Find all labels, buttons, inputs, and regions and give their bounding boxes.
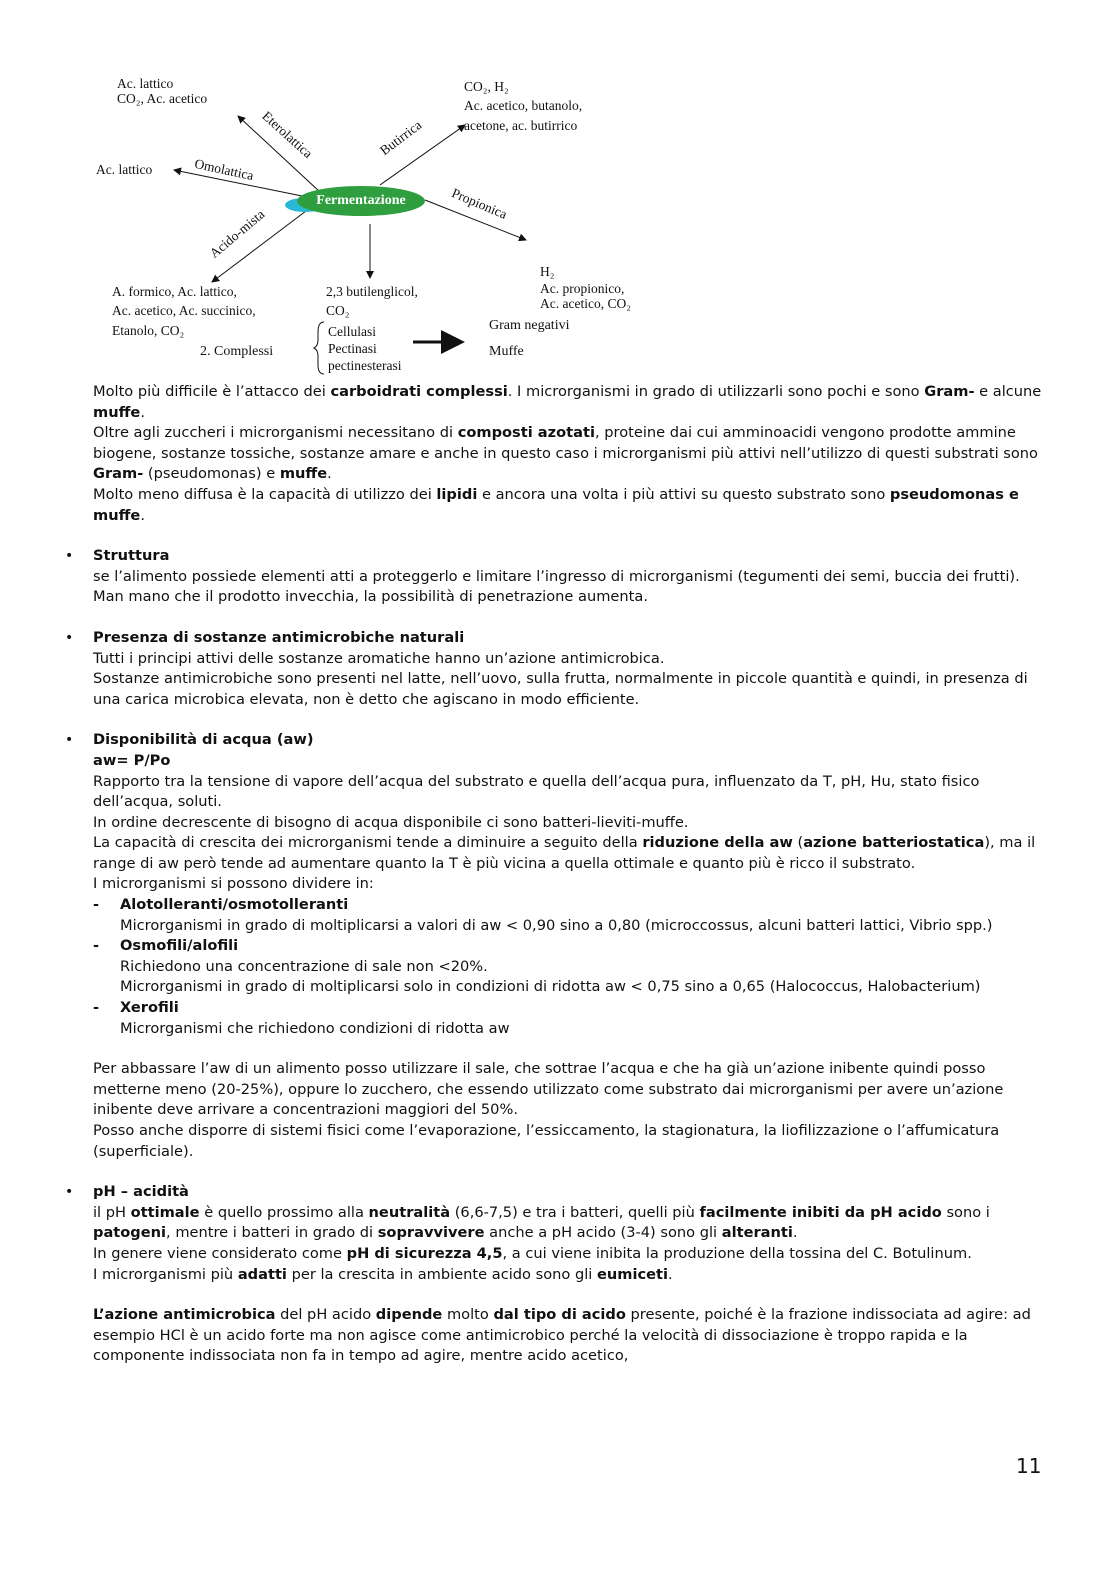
bold-run: patogeni (93, 1224, 167, 1242)
bullet: • (65, 1184, 74, 1201)
section-struttura (65, 546, 1043, 608)
product-propionica-3: Ac. acetico, CO₂ (540, 296, 631, 311)
bullet: • (65, 548, 74, 565)
paragraph (93, 1203, 1043, 1244)
bold-run: ottimale (130, 1203, 200, 1221)
text-run: In genere viene considerato come (93, 1244, 347, 1262)
paragraph (93, 1244, 1043, 1265)
arrow-label-acido-mista: Acido-mista (206, 206, 268, 261)
complessi-brace (314, 322, 324, 374)
text-run: ), ma il range di aw però tende ad aumentare quanto la T è più vicina a quella ottimale e quanto più è ricco il substrato. (93, 834, 1036, 872)
bold-run: sopravvivere (377, 1224, 485, 1242)
arrow-label-omolattica: Omolattica (193, 155, 255, 184)
bold-run: riduzione della aw (642, 834, 793, 852)
bold-run: neutralità (368, 1203, 451, 1221)
type-osmofili (93, 936, 1043, 998)
type-line: Microrganismi in grado di moltiplicarsi a valori di aw < 0,90 sino a 0,80 (microccossus, alcuni batteri lattici, Vibrio spp.) (120, 916, 993, 934)
paragraph: I microrganismi si possono dividere in: (93, 875, 374, 893)
product-propionica-1: H₂ (540, 264, 555, 279)
text-run: . (140, 403, 145, 421)
arrow-label-butirrica: Butirrica (377, 117, 425, 159)
text-run: La capacità di crescita dei microrganismi tende a diminuire a seguito della (93, 834, 643, 852)
text-run: (6,6-7,5) e tra i batteri, quelli più (450, 1203, 700, 1221)
type-alotolleranti (93, 895, 1043, 936)
type-line: Microrganismi in grado di moltiplicarsi solo in condizioni di ridotta aw < 0,75 sino a 0,65 (Halococcus, Halobacterium) (120, 978, 981, 996)
bold-run: dipende (375, 1306, 443, 1324)
text-run: molto (442, 1306, 494, 1324)
text-run: , a cui viene inibita la produzione della tossina del C. Botulinum. (502, 1244, 972, 1262)
type-xerofili (93, 998, 1043, 1039)
type-name: Xerofili (120, 999, 179, 1017)
product-butirrica-3: acetone, ac. butirrico (464, 118, 578, 133)
product-mista-3: Etanolo, CO₂ (112, 323, 185, 338)
arrow-label-eterolattica: Eterolattica (259, 108, 316, 162)
paragraph (93, 833, 1043, 874)
enzyme-cellulasi: Cellulasi (328, 324, 376, 339)
product-eterolattica-2: CO₂, Ac. acetico (117, 91, 208, 106)
section-ph (65, 1182, 1043, 1367)
bold-run: Gram- (93, 465, 144, 483)
intro-paragraph-1 (93, 382, 1043, 423)
type-line: Richiedono una concentrazione di sale non <20%. (120, 957, 488, 975)
product-mista-1: A. formico, Ac. lattico, (112, 284, 237, 299)
enzyme-pectinesterasi: pectinesterasi (328, 358, 402, 373)
text-run: I microrganismi più (93, 1265, 238, 1283)
bullet: • (65, 629, 74, 646)
text-run: . (327, 465, 332, 483)
text-run: . (140, 506, 145, 524)
section-title: Disponibilità di acqua (aw) (93, 731, 314, 749)
bold-run: alteranti (721, 1224, 793, 1242)
section-title: pH – acidità (93, 1183, 189, 1201)
bold-run: L’azione antimicrobica (93, 1306, 276, 1324)
bold-run: adatti (237, 1265, 287, 1283)
intro-paragraph-3 (93, 485, 1043, 526)
text-run: . I microrganismi in grado di utilizzarli sono pochi e sono (507, 383, 925, 400)
bold-run: Gram- (924, 383, 975, 400)
product-butirrica-2: Ac. acetico, butanolo, (464, 98, 583, 113)
page-content (65, 382, 1043, 1367)
product-propionica-2: Ac. propionico, (540, 281, 625, 296)
dash-marker: - (93, 937, 100, 955)
paragraph: Sostanze antimicrobiche sono presenti nel latte, nell’uovo, sulla frutta, normalmente in piccole quantità e quindi, in presenza di una carica microbica elevata, non è detto che agiscano in modo efficiente. (93, 670, 1028, 708)
paragraph: In ordine decrescente di bisogno di acqua disponibile ci sono batteri-lieviti-muffe. (93, 813, 689, 831)
enzyme-pectinasi: Pectinasi (328, 341, 377, 356)
dash-marker: - (93, 999, 100, 1017)
bullet: • (65, 732, 74, 749)
bold-run: composti azotati (457, 424, 595, 442)
text-run: il pH (93, 1203, 131, 1221)
paragraph: Tutti i principi attivi delle sostanze aromatiche hanno un’azione antimicrobica. (93, 649, 665, 667)
dash-marker: - (93, 896, 100, 914)
product-eterolattica-1: Ac. lattico (117, 76, 174, 91)
target-muffe: Muffe (489, 344, 524, 359)
fermentation-diagram (80, 60, 680, 380)
paragraph: se l’alimento possiede elementi atti a proteggerlo e limitare l’ingresso di microrganismi (tegumenti dei semi, buccia dei frutti). (93, 567, 1020, 585)
type-name: Osmofili/alofili (120, 937, 239, 955)
text-run: , mentre i batteri in grado di (166, 1224, 378, 1242)
type-name: Alotolleranti/osmotolleranti (120, 896, 349, 914)
page-number: 11 (1016, 1454, 1042, 1478)
text-run: ( (792, 834, 804, 852)
fermentation-node: Fermentazione (297, 186, 425, 216)
bold-run: pH di sicurezza 4,5 (346, 1244, 503, 1262)
product-mista-2: Ac. acetico, Ac. succinico, (112, 303, 256, 318)
product-omolattica: Ac. lattico (96, 162, 153, 177)
target-gram-negativi: Gram negativi (489, 318, 570, 333)
product-butilen-1: 2,3 butilenglicol, (326, 284, 418, 299)
bold-run: lipidi (436, 485, 478, 503)
text-run: Oltre agli zuccheri i microrganismi necessitano di (93, 424, 458, 442)
paragraph (93, 1265, 1043, 1286)
intro-section (93, 382, 1043, 526)
product-butilen-2: CO₂ (326, 303, 350, 318)
bold-run: eumiceti (596, 1265, 668, 1283)
aw-formula: aw= P/Po (93, 751, 171, 769)
text-run: presente, poiché è la frazione indissociata ad agire: ad esempio HCl è un acido forte ma non agisce come antimicrobico perché la velocità di dissociazione è troppo rapida e la componente indissociata non fa in tempo ad agire, mentre acido acetico, (93, 1306, 1031, 1365)
spacer (93, 1039, 1043, 1059)
text-run: Molto meno diffusa è la capacità di utilizzo dei (93, 485, 437, 503)
arrow-label-propionica: Propionica (449, 185, 510, 222)
product-butirrica-1: CO₂, H₂ (464, 79, 509, 94)
text-run: è quello prossimo alla (199, 1203, 369, 1221)
paragraph: Per abbassare l’aw di un alimento posso utilizzare il sale, che sottrae l’acqua e che ha già un’azione inibente quindi posso metterne meno (20-25%), oppure lo zucchero, che essendo utilizzato come substrato dai microrganismi per avere un’azione inibente deve arrivare a concentrazioni maggiori del 50%. (93, 1060, 1004, 1119)
text-run: del pH acido (275, 1306, 376, 1324)
bold-run: muffe (279, 465, 328, 483)
section-title: Struttura (93, 547, 170, 565)
text-run: per la crescita in ambiente acido sono gli (286, 1265, 597, 1283)
paragraph: Posso anche disporre di sistemi fisici come l’evaporazione, l’essiccamento, la stagionatura, la liofilizzazione o l’affumicatura (superficiale). (93, 1122, 1000, 1160)
text-run: , proteine dai cui amminoacidi vengono prodotte ammine biogene, sostanze tossiche, sostanze amare e anche in questo caso i microrganismi più attivi nell’utilizzo di questi substrati sono (93, 424, 1038, 462)
text-run: (pseudomonas) e (143, 465, 280, 483)
text-run: sono i (941, 1203, 990, 1221)
text-run: anche a pH acido (3-4) sono gli (484, 1224, 722, 1242)
spacer (93, 1285, 1043, 1305)
complessi-label: 2. Complessi (200, 344, 274, 359)
text-run: . (668, 1265, 673, 1283)
section-title: Presenza di sostanze antimicrobiche naturali (93, 628, 465, 646)
section-antimicrobiche (65, 628, 1043, 710)
section-acqua (65, 730, 1043, 1162)
bold-run: carboidrati complessi (330, 383, 508, 400)
type-line: Microrganismi che richiedono condizioni di ridotta aw (120, 1019, 510, 1037)
bold-run: muffe (93, 403, 141, 421)
text-run: e ancora una volta i più attivi su questo substrato sono (477, 485, 890, 503)
bold-run: azione batteriostatica (803, 834, 985, 852)
bold-run: dal tipo di acido (493, 1306, 626, 1324)
bold-run: pseudomonas e muffe (93, 485, 1019, 524)
paragraph: Rapporto tra la tensione di vapore dell’acqua del substrato e quella dell’acqua pura, influenzato da T, pH, Hu, stato fisico dell’acqua, soluti. (93, 772, 980, 811)
intro-paragraph-2 (93, 423, 1043, 485)
paragraph (93, 1305, 1043, 1367)
bold-run: facilmente inibiti da pH acido (699, 1203, 942, 1221)
text-run: e alcune (974, 383, 1042, 400)
text-run: . (792, 1224, 798, 1242)
paragraph: Man mano che il prodotto invecchia, la possibilità di penetrazione aumenta. (93, 588, 648, 606)
text-run: Molto più difficile è l’attacco dei (93, 383, 331, 400)
